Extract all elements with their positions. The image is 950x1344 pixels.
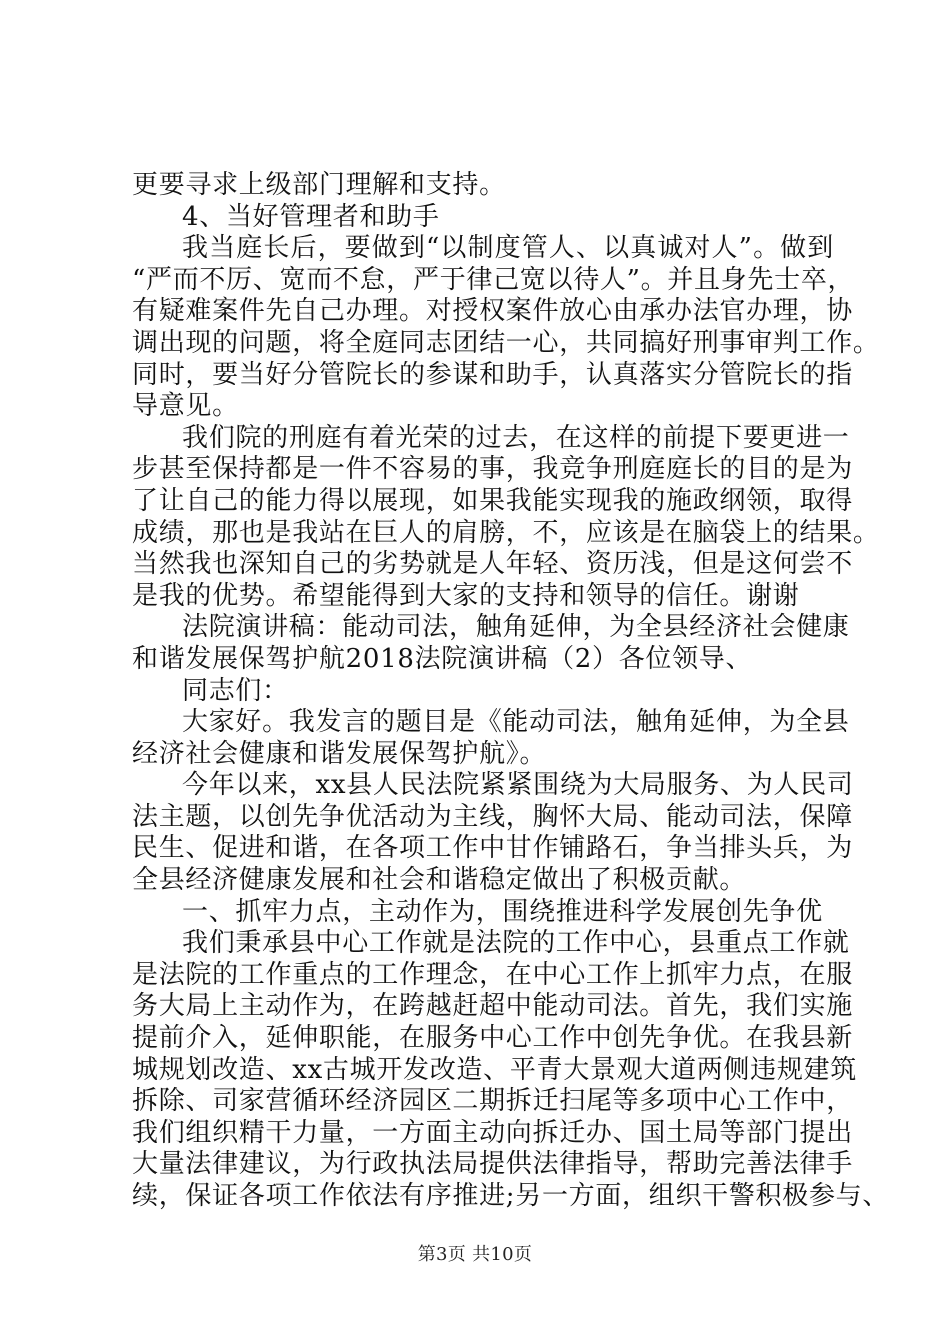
paragraph-line: 调出现的问题，将全庭同志团结一心，共同搞好刑事审判工作。 (132, 327, 880, 358)
paragraph-line: 同志们： (182, 675, 289, 706)
paragraph-line: 我们秉承县中心工作就是法院的工作中心，县重点工作就 (182, 928, 850, 959)
paragraph-line: 是法院的工作重点的工作理念，在中心工作上抓牢力点，在服 (132, 959, 853, 990)
page-number-footer: 第3页 共10页 (417, 1244, 533, 1265)
paragraph-line: 城规划改造、xx古城开发改造、平青大景观大道两侧违规建筑 (132, 1054, 857, 1085)
paragraph-line: 步甚至保持都是一件不容易的事，我竞争刑庭庭长的目的是为 (132, 454, 853, 485)
section-heading: 4、当好管理者和助手 (182, 201, 440, 232)
paragraph-line: 和谐发展保驾护航2018法院演讲稿（2）各位领导、 (132, 643, 753, 674)
document-body (132, 170, 890, 1213)
paragraph-line: 成绩，那也是我站在巨人的肩膀，不，应该是在脑袋上的结果。 (132, 517, 880, 548)
section-heading: 一、抓牢力点，主动作为，围绕推进科学发展创先争优 (182, 896, 823, 927)
paragraph-line: 续，保证各项工作依法有序推进;另一方面，组织干警积极参与、 (132, 1181, 890, 1211)
paragraph-line: 当然我也深知自己的劣势就是人年轻、资历浅，但是这何尝不 (132, 549, 853, 580)
paragraph-line: 民生、促进和谐，在各项工作中甘作铺路石，争当排头兵，为 (132, 833, 853, 864)
paragraph-line: 法院演讲稿：能动司法，触角延伸，为全县经济社会健康 (182, 612, 850, 643)
paragraph-line: 全县经济健康发展和社会和谐稳定做出了积极贡献。 (132, 865, 747, 896)
paragraph-line: 了让自己的能力得以展现，如果我能实现我的施政纲领，取得 (132, 485, 853, 516)
paragraph-line: 拆除、司家营循环经济园区二期拆迁扫尾等多项中心工作中， (132, 1086, 853, 1117)
paragraph-line: 经济社会健康和谐发展保驾护航》。 (132, 738, 547, 769)
paragraph-line: 今年以来，xx县人民法院紧紧围绕为大局服务、为人民司 (182, 770, 854, 801)
paragraph-line: 法主题，以创先争优活动为主线，胸怀大局、能动司法，保障 (132, 801, 853, 832)
paragraph-line: 有疑难案件先自己办理。对授权案件放心由承办法官办理，协 (132, 296, 853, 327)
paragraph-line: 大量法律建议，为行政执法局提供法律指导，帮助完善法律手 (132, 1149, 853, 1180)
paragraph-line: 我当庭长后，要做到“以制度管人、以真诚对人”。做到 (182, 233, 834, 264)
paragraph-line: “严而不厉、宽而不怠，严于律己宽以待人”。并且身先士卒， (132, 264, 855, 295)
paragraph-line: 提前介入，延伸职能，在服务中心工作中创先争优。在我县新 (132, 1023, 853, 1054)
paragraph-line: 大家好。我发言的题目是《能动司法，触角延伸，为全县 (182, 707, 850, 738)
paragraph-line: 务大局上主动作为，在跨越赶超中能动司法。首先，我们实施 (132, 991, 853, 1022)
paragraph-line: 我们院的刑庭有着光荣的过去，在这样的前提下要更进一 (182, 422, 850, 453)
paragraph-line: 导意见。 (132, 391, 239, 422)
text-line: 更要寻求上级部门理解和支持。 (132, 170, 506, 200)
paragraph-line: 是我的优势。希望能得到大家的支持和领导的信任。谢谢 (132, 580, 800, 611)
paragraph-line: 同时，要当好分管院长的参谋和助手，认真落实分管院长的指 (132, 359, 853, 390)
paragraph-line: 我们组织精干力量，一方面主动向拆迁办、国土局等部门提出 (132, 1117, 853, 1148)
